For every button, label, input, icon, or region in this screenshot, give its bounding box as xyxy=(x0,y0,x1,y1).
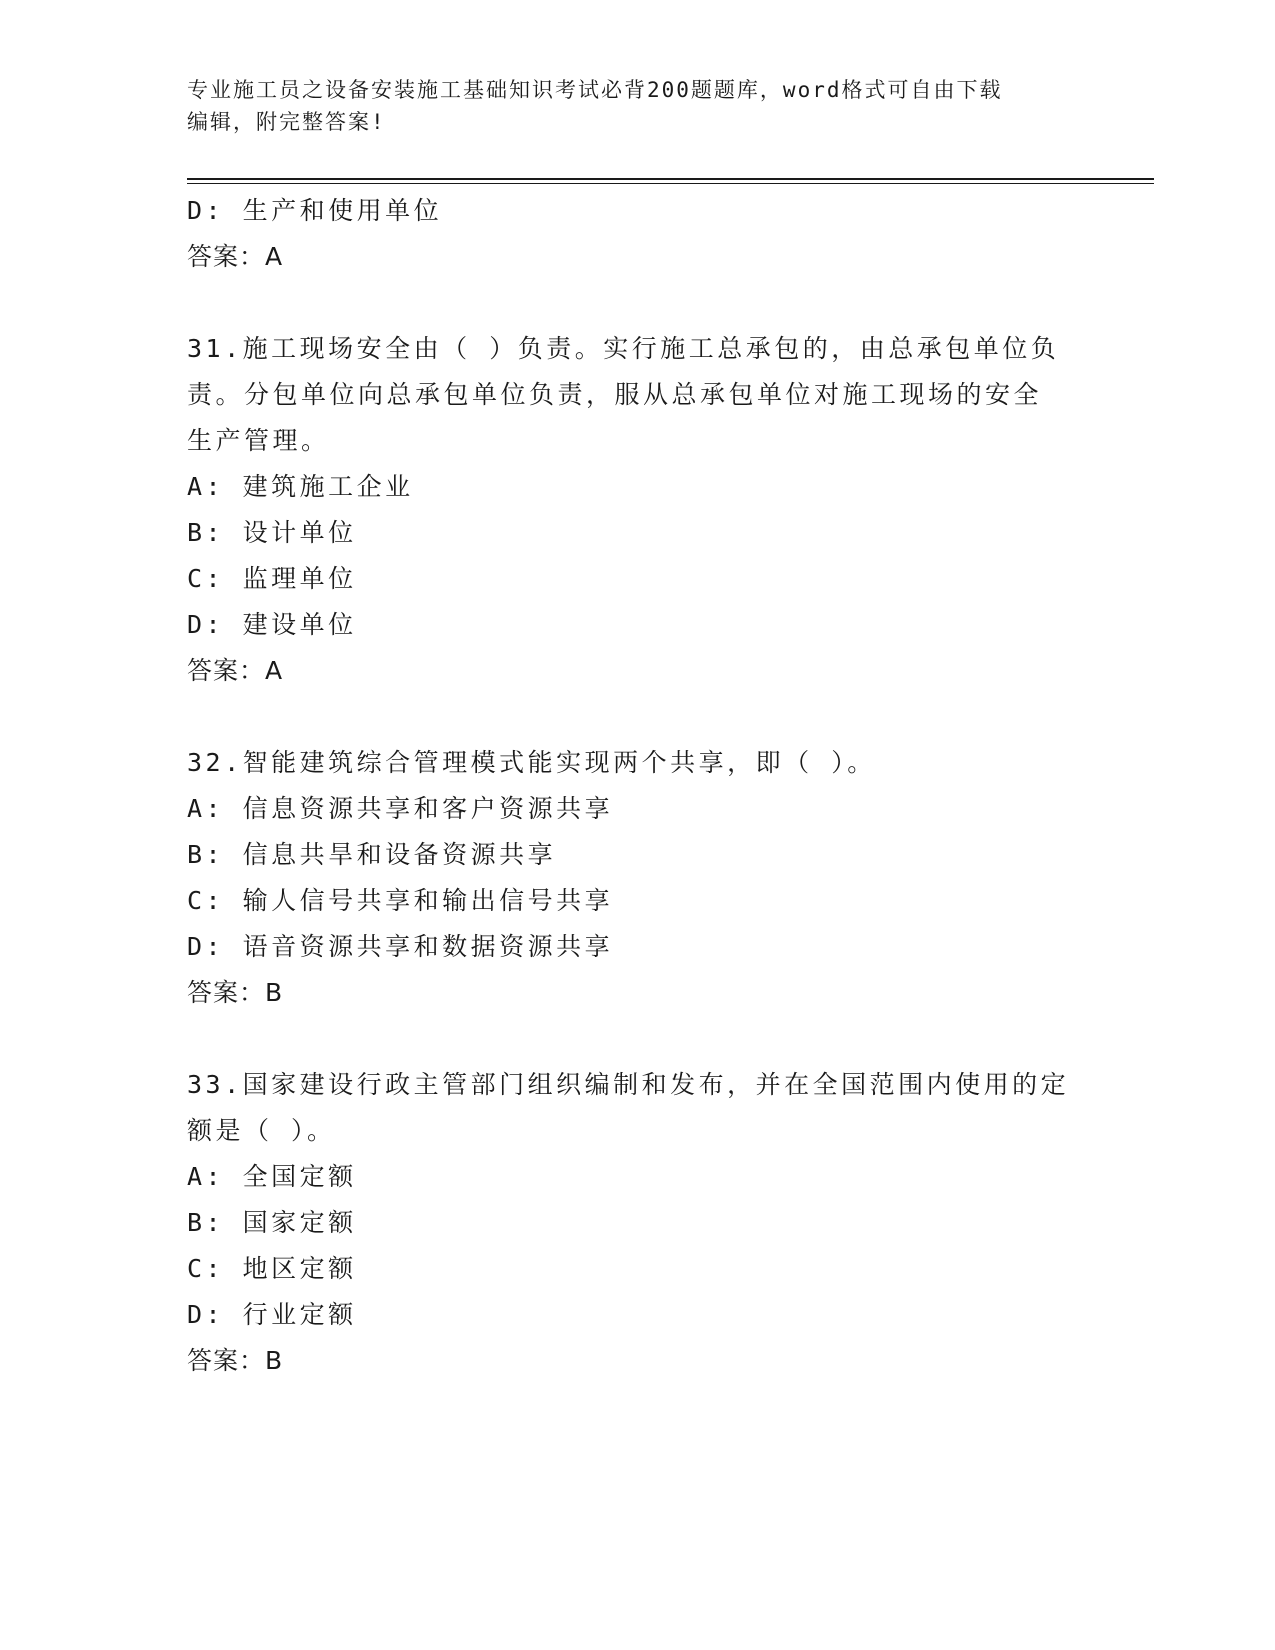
header-divider-thin xyxy=(187,183,1154,184)
question-text-line: 31.施工现场安全由（ ）负责。实行施工总承包的，由总承包单位负 xyxy=(187,334,1060,363)
option-c: C: 地区定额 xyxy=(187,1254,357,1283)
question-32 xyxy=(187,740,1087,1016)
option-d: D: 建设单位 xyxy=(187,610,357,639)
option-a: A: 建筑施工企业 xyxy=(187,472,414,501)
option-b: B: 信息共旱和设备资源共享 xyxy=(187,840,557,869)
option-a: A: 全国定额 xyxy=(187,1162,357,1191)
previous-question-tail xyxy=(187,188,1087,280)
header-divider-thick xyxy=(187,178,1154,180)
answer-line: 答案：A xyxy=(187,242,284,271)
option-c: C: 输人信号共享和输出信号共享 xyxy=(187,886,614,915)
question-text-line: 生产管理。 xyxy=(187,426,330,455)
answer-line: 答案：B xyxy=(187,1346,284,1375)
question-33 xyxy=(187,1062,1087,1384)
spacer xyxy=(187,280,1087,326)
document-body xyxy=(187,188,1087,1384)
option-a: A: 信息资源共享和客户资源共享 xyxy=(187,794,614,823)
question-text-line: 33.国家建设行政主管部门组织编制和发布，并在全国范围内使用的定 xyxy=(187,1070,1070,1099)
question-text-line: 额是（ ）。 xyxy=(187,1116,336,1145)
answer-line: 答案：A xyxy=(187,656,284,685)
option-b: B: 国家定额 xyxy=(187,1208,357,1237)
option-b: B: 设计单位 xyxy=(187,518,357,547)
header-line-1: 专业施工员之设备安装施工基础知识考试必背200题题库，word格式可自由下载 xyxy=(187,78,1003,102)
option-c: C: 监理单位 xyxy=(187,564,357,593)
spacer xyxy=(187,1016,1087,1062)
option-d: D: 行业定额 xyxy=(187,1300,357,1329)
answer-line: 答案：B xyxy=(187,978,284,1007)
document-header xyxy=(187,74,1067,138)
question-text-line: 32.智能建筑综合管理模式能实现两个共享，即（ ）。 xyxy=(187,748,876,777)
option-d: D: 语音资源共享和数据资源共享 xyxy=(187,932,614,961)
option-d: D: 生产和使用单位 xyxy=(187,196,443,225)
question-text-line: 责。分包单位向总承包单位负责，服从总承包单位对施工现场的安全 xyxy=(187,380,1043,409)
header-line-2: 编辑，附完整答案! xyxy=(187,110,386,134)
spacer xyxy=(187,694,1087,740)
question-31 xyxy=(187,326,1087,694)
